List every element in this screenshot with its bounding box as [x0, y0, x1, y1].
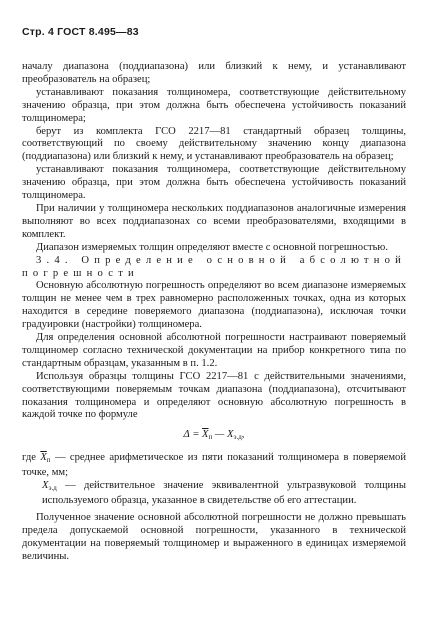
definition-2 — [22, 480, 406, 508]
definition-1-text: — среднее арифметическое из пяти показаний толщиномера в поверяемой точке, мм; — [22, 452, 407, 479]
paragraph-5: При наличии у толщиномера нескольких поддиапазонов аналогичные измерения выполняют во всех поддиапазонах со всеми преобразователями, входящими в комплект. — [22, 202, 406, 240]
definition-2-text: — действительное значение эквивалентной ультразвуковой толщины используемого образца, указанное в свидетельстве об его аттестации. — [42, 480, 406, 506]
paragraph-1: началу диапазона (поддиапазона) или близкий к нему, и устанавливают преобразователь на образец; — [22, 61, 406, 85]
definition-1-sub: п — [46, 456, 51, 465]
formula-x-sub: п — [208, 433, 213, 442]
definition-where: где — [22, 452, 41, 464]
formula-minus: — — [212, 429, 227, 441]
page-header: Стр. 4 ГОСТ 8.495—83 — [22, 26, 139, 38]
paragraph-3: берут из комплекта ГСО 2217—81 стандартный образец толщины, соответствующий по своему действительному значению концу диапазона (поддиапазона) или близкий к нему, и устанавливают преобразователь на образец; — [22, 125, 406, 163]
formula-x: $\overline{X}$ — [202, 429, 209, 441]
definition-2-symbol: X — [42, 480, 49, 492]
formula-delta: Δ — [183, 429, 190, 441]
definition-2-sub: э.д — [48, 484, 57, 493]
paragraph-9: Используя образцы толщины ГСО 2217—81 с действительными значениями, соответствующими поверяемым точкам диапазона (поддиапазона), отсчитывают показания толщиномера и определяют основную абсолютную погрешность в каждой точке по формуле — [22, 370, 406, 421]
paragraph-6: Диапазон измеряемых толщин определяют вместе с основной погрешностью. — [36, 241, 388, 253]
formula-end: , — [241, 429, 245, 441]
document-body — [22, 61, 406, 564]
paragraph-2: устанавливают показания толщиномера, соответствующие действительному значению образца, при этом должна быть обеспечена устойчивость показаний толщиномера; — [22, 86, 406, 124]
section-heading: 3.4. Определение основной абсолютной погрешности — [22, 254, 406, 279]
paragraph-10: Полученное значение основной абсолютной погрешности не должно превышать предела допускаемой основной погрешности, указанного в технической документации на поверяемый толщиномер и выраженного в единицах измеряемой величины. — [22, 511, 406, 562]
definition-1-symbol: $\overline{X}$ — [40, 452, 47, 464]
formula-xe-sub: э.д — [233, 433, 242, 442]
definition-1 — [22, 452, 406, 480]
paragraph-7: Основную абсолютную погрешность определяют во всем диапазоне измеряемых толщин не менее чем в трех равномерно расположенных точках, одна из которых находится в середине поверяемого диапазона (поддиапазона), исключая точки градуировки (настройки) толщиномера. — [22, 280, 406, 331]
formula-eq: = — [189, 429, 203, 441]
formula — [22, 429, 406, 444]
paragraph-8: Для определения основной абсолютной погрешности настраивают поверяемый толщиномер согласно технической документации на прибор конкретного типа по стандартным образцам, указанным в п. 1.2. — [22, 332, 406, 369]
formula-xe: X — [226, 429, 234, 441]
paragraph-4: устанавливают показания толщиномера, соответствующие действительному значению образца, при этом должна быть обеспечена устойчивость показаний толщиномера. — [22, 164, 406, 202]
